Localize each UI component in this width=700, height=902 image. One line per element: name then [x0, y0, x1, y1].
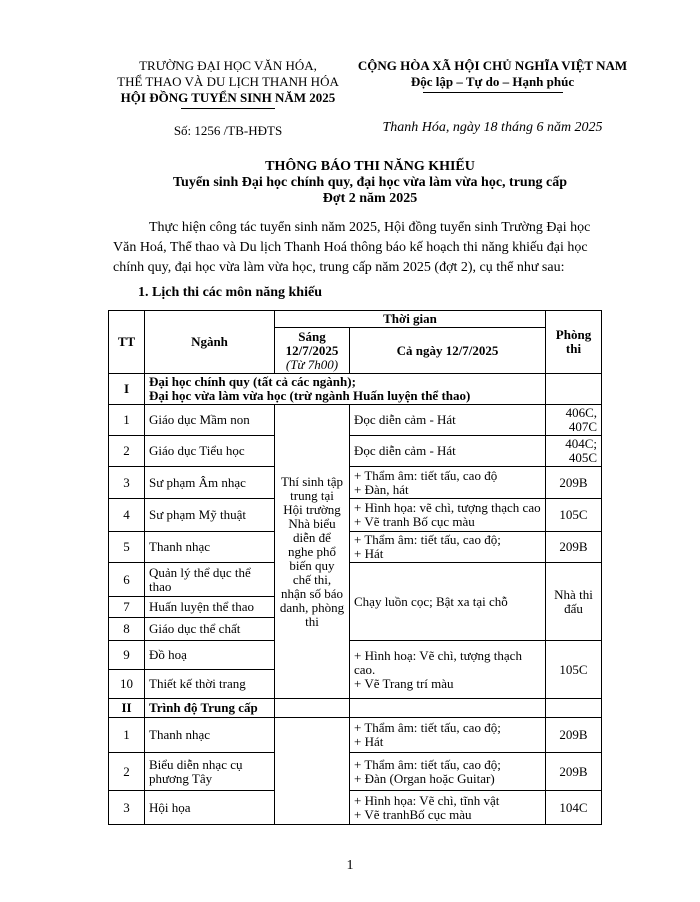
- document-number: Số: 1256 /TB-HĐTS: [173, 123, 283, 138]
- col-nganh: Ngành: [145, 311, 275, 374]
- table-row: 10 Thiết kế thời trang: [109, 670, 602, 699]
- col-phong-thi: Phòng thi: [546, 311, 602, 374]
- col-thoi-gian: Thời gian: [275, 311, 546, 328]
- exam-schedule-table: [108, 310, 602, 825]
- group-title: Đại học chính quy (tất cả các ngành); Đại học vừa làm vừa học (trừ ngành Huấn luyện thể thao): [145, 374, 546, 405]
- board-name: HỘI ĐỒNG TUYỂN SINH NĂM 2025: [120, 90, 336, 105]
- col-tt: TT: [109, 311, 145, 374]
- table-row: 6 Quản lý thể dục thể thao Chạy luồn cọc; Bật xa tại chỗ Nhà thi đấu: [109, 563, 602, 597]
- table-row: 4 Sư phạm Mỹ thuật + Hình họa: vẽ chì, tượng thạch cao + Vẽ tranh Bố cục màu 105C: [109, 499, 602, 532]
- design-test-cell: + Hình hoạ: Vẽ chì, tượng thạch cao. + Vẽ Trang trí màu: [350, 641, 546, 699]
- table-row: 2 Biểu diễn nhạc cụ phương Tây + Thẩm âm: tiết tấu, cao độ; + Đàn (Organ hoặc Guitar) 209B: [109, 753, 602, 791]
- intro-line3: chính quy, đại học vừa làm vừa học, trung cấp năm 2025 (đợt 2), cụ thể như sau:: [113, 260, 565, 275]
- page-number: 1: [346, 858, 354, 873]
- intro-line2: Văn Hoá, Thể thao và Du lịch Thanh Hoá thông báo kế hoạch thi năng khiếu đại học: [113, 240, 588, 255]
- table-row: 9 Đồ hoạ + Hình hoạ: Vẽ chì, tượng thạch cao. + Vẽ Trang trí màu 105C: [109, 641, 602, 670]
- table-row: 8 Giáo dục thể chất: [109, 618, 602, 641]
- table-row: 5 Thanh nhạc + Thẩm âm: tiết tấu, cao độ; + Hát 209B: [109, 532, 602, 563]
- table-row: 1 Giáo dục Mầm non Thí sinh tập trung tại Hội trường Nhà biểu diễn để nghe phổ biến quy chế thi, nhận số báo danh, phòng thi Đọc diễn cảm - Hát 406C, 407C: [109, 405, 602, 436]
- table-row: 1 Thanh nhạc + Thẩm âm: tiết tấu, cao độ; + Hát 209B: [109, 718, 602, 753]
- morning-note: Thí sinh tập trung tại Hội trường Nhà biểu diễn để nghe phổ biến quy chế thi, nhận số báo danh, phòng thi: [275, 405, 350, 699]
- physical-test-cell: Chạy luồn cọc; Bật xa tại chỗ: [350, 563, 546, 641]
- col-sang: Sáng 12/7/2025 (Từ 7h00): [275, 328, 350, 374]
- national-title: CỘNG HÒA XÃ HỘI CHỦ NGHĨA VIỆT NAM: [357, 58, 628, 73]
- document-date: Thanh Hóa, ngày 18 tháng 6 năm 2025: [382, 120, 603, 135]
- header-row: [109, 311, 602, 328]
- notice-title: THÔNG BÁO THI NĂNG KHIẾU: [265, 159, 475, 174]
- table-row: 3 Sư phạm Âm nhạc + Thẩm âm: tiết tấu, cao độ + Đàn, hát 209B: [109, 467, 602, 499]
- group-tt: I: [109, 374, 145, 405]
- header-right-rule: [423, 92, 563, 93]
- table-row: 2 Giáo dục Tiểu học Đọc diễn cảm - Hát 404C; 405C: [109, 436, 602, 467]
- col-ca-ngay: Cả ngày 12/7/2025: [350, 328, 546, 374]
- notice-round: Đợt 2 năm 2025: [322, 191, 418, 206]
- school-name-line1: TRƯỜNG ĐẠI HỌC VĂN HÓA,: [139, 58, 317, 73]
- national-motto: Độc lập – Tự do – Hạnh phúc: [410, 74, 575, 89]
- notice-subtitle: Tuyển sinh Đại học chính quy, đại học vừa làm vừa học, trung cấp: [173, 175, 567, 190]
- group-row-vocational: II Trình độ Trung cấp: [109, 699, 602, 718]
- section-heading: 1. Lịch thi các môn năng khiếu: [138, 285, 322, 300]
- intro-line1: Thực hiện công tác tuyển sinh năm 2025, Hội đồng tuyển sinh Trường Đại học: [149, 220, 591, 235]
- group-row-university: [109, 374, 602, 405]
- school-name-line2: THỂ THAO VÀ DU LỊCH THANH HÓA: [117, 74, 339, 89]
- table-row: 3 Hội họa + Hình họa: Vẽ chì, tĩnh vật + Vẽ tranhBố cục màu 104C: [109, 791, 602, 825]
- table-row: 7 Huấn luyện thể thao: [109, 597, 602, 618]
- header-left-rule: [181, 108, 275, 109]
